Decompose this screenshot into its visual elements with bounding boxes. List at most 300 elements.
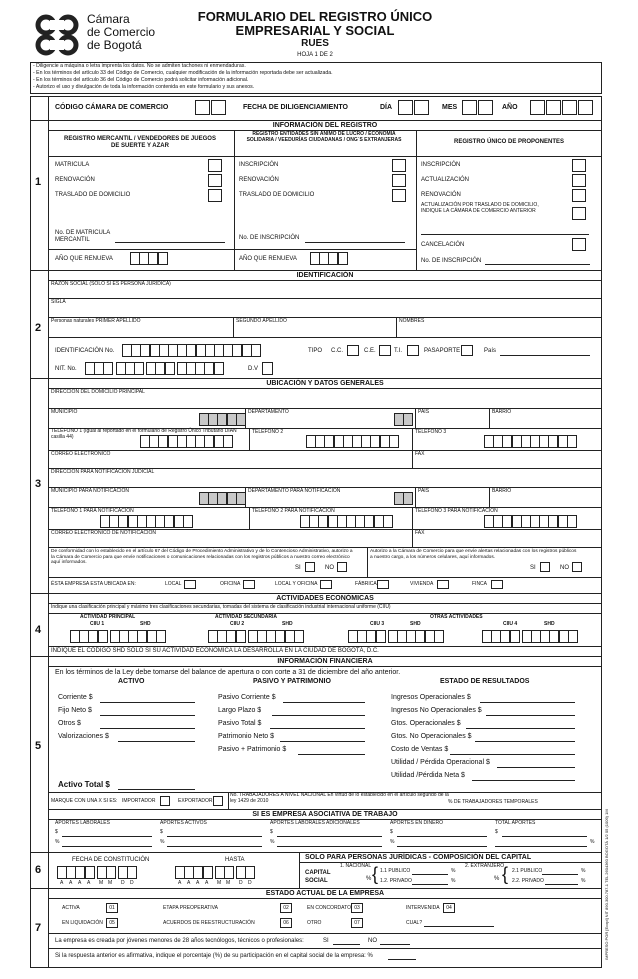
estado-preoperativa-box[interactable]: 02 bbox=[280, 903, 292, 913]
codigo-box[interactable] bbox=[211, 100, 226, 115]
telefono3-not-label: TELEFONO 3 PARA NOTIFICACION bbox=[415, 508, 498, 514]
estado-item-label: EN LIQUIDACIÓN bbox=[62, 920, 103, 926]
section-5-title: INFORMACIÓN FINANCIERA bbox=[277, 658, 373, 665]
camara-anterior-line bbox=[421, 234, 589, 235]
anio-label: AÑO bbox=[502, 104, 518, 111]
dollar-sign: $ bbox=[55, 829, 58, 835]
importador-checkbox[interactable] bbox=[160, 796, 170, 806]
divider bbox=[245, 487, 246, 507]
finca-label: FINCA bbox=[472, 581, 487, 587]
temporales-label: % DE TRABAJADORES TEMPORALES bbox=[448, 799, 538, 805]
matricula-checkbox[interactable] bbox=[208, 159, 222, 172]
si-label: SI bbox=[295, 565, 301, 571]
alert-si-checkbox[interactable] bbox=[540, 562, 550, 572]
inscripcion-checkbox[interactable] bbox=[392, 159, 406, 172]
hasta-label: HASTA bbox=[225, 857, 245, 863]
identificacion-boxes[interactable] bbox=[122, 344, 260, 357]
telefono2-label: TELÉFONO 2 bbox=[252, 429, 284, 435]
percent-sign: % bbox=[581, 878, 586, 884]
barrio-not-label: BARRIO bbox=[492, 488, 512, 494]
capital-line bbox=[542, 874, 578, 875]
autorizacion-notificaciones: De conformidad con lo establecido en el artículo 67 del Código de Procedimiento Administrativo y de lo Contencioso Administrativo, autorizo a la Cámara de Comercio para que envíe notificaciones o comunicaciones relacionadas con los registros públicos a nuestro correo electrónico aquí informados. bbox=[51, 549, 353, 566]
razon-social-label: RAZÓN SOCIAL (SOLO SI ES PERSONA JURÍDICA) bbox=[51, 281, 171, 287]
ce-label: C.E. bbox=[364, 348, 376, 354]
correo-label: CORREO ELECTRÓNICO bbox=[51, 451, 111, 457]
jovenes-question: La empresa es creada por jóvenes menores de 28 años tecnólogos, técnicos o profesionales: bbox=[55, 938, 304, 944]
aportes-laborales-label: APORTES LABORALES bbox=[55, 820, 110, 826]
asociativa-title: SI ES EMPRESA ASOCIATIVA DE TRABAJO bbox=[252, 811, 398, 818]
telefono1-not-label: TELEFONO 1 PARA NOTIFICACION bbox=[51, 508, 134, 514]
brand-name-1: Cámara bbox=[87, 12, 130, 26]
aporte-line bbox=[62, 836, 152, 837]
exportador-checkbox[interactable] bbox=[213, 796, 223, 806]
segundo-apellido-label: SEGUNDO APELLIDO bbox=[236, 318, 287, 324]
autorizacion-alertas: Autorizo a la Cámara de Comercio para que envíe alertas relacionadas con los registros públicos a nuestro cargo, a los números celulares, aquí informados. bbox=[370, 549, 577, 560]
percent-sign: % bbox=[494, 876, 500, 882]
telefono2-boxes[interactable] bbox=[306, 435, 398, 448]
estado-intervenida-box[interactable]: 04 bbox=[443, 903, 455, 913]
divider bbox=[48, 933, 602, 934]
dollar-sign: $ bbox=[495, 829, 498, 835]
rup-traslado-checkbox[interactable] bbox=[572, 207, 586, 220]
jovenes-si-line bbox=[333, 944, 360, 945]
estado-item: Utilidad /Pérdida Neta $ bbox=[391, 772, 465, 779]
divider bbox=[415, 487, 416, 507]
cc-checkbox[interactable] bbox=[347, 345, 359, 356]
rup-num-label: No. DE INSCRIPCIÓN bbox=[421, 258, 482, 264]
activo-item: Valorizaciones $ bbox=[58, 733, 109, 740]
date-format-letter: D bbox=[130, 880, 134, 886]
direccion-label: DIRECCIÓN DEL DOMICILIO PRINCIPAL bbox=[51, 389, 145, 395]
ce-checkbox[interactable] bbox=[379, 345, 391, 356]
nit-label: NIT. No. bbox=[55, 366, 77, 372]
telefono3-not-boxes[interactable] bbox=[484, 515, 576, 528]
aporte-line bbox=[167, 836, 262, 837]
telefono3-boxes[interactable] bbox=[484, 435, 576, 448]
codigo-label: CÓDIGO CÁMARA DE COMERCIO bbox=[55, 104, 169, 111]
anio-box[interactable] bbox=[530, 100, 545, 115]
ciiu4-label: CIIU 4 bbox=[503, 621, 518, 627]
oficina-checkbox[interactable] bbox=[243, 580, 255, 589]
local-oficina-label: LOCAL Y OFICINA bbox=[275, 581, 318, 587]
dollar-sign: $ bbox=[160, 829, 163, 835]
activo-item: Otros $ bbox=[58, 720, 81, 727]
pasivo-item: Pasivo + Patrimonio $ bbox=[218, 746, 287, 753]
traslado-checkbox[interactable] bbox=[208, 189, 222, 202]
correo-not-label: CORREO ELECTRONICO DE NOTIFICACION bbox=[51, 530, 157, 536]
telefono1-not-boxes[interactable] bbox=[100, 515, 192, 528]
local-label: LOCAL bbox=[165, 581, 182, 587]
brace: { bbox=[372, 864, 379, 884]
divider bbox=[30, 852, 602, 853]
alert-no-checkbox[interactable] bbox=[572, 562, 582, 572]
fabrica-checkbox[interactable] bbox=[377, 580, 389, 589]
pasaporte-checkbox[interactable] bbox=[461, 345, 473, 356]
estado-line bbox=[466, 728, 575, 729]
pasivo-line bbox=[280, 741, 365, 742]
estado-item-label: ACUERDOS DE REESTRUCTURACIÓN bbox=[163, 920, 255, 926]
brace: { bbox=[502, 864, 509, 884]
divider bbox=[48, 408, 602, 409]
aportes-adicionales-label: APORTES LABORALES ADICIONALES bbox=[270, 820, 360, 826]
estado-item: Ingresos Operacionales $ bbox=[391, 694, 471, 701]
total-aportes-label: TOTAL APORTES bbox=[495, 820, 536, 826]
ti-label: T.I. bbox=[394, 348, 403, 354]
aportes-dinero-label: APORTES EN DINERO bbox=[390, 820, 443, 826]
pais-line bbox=[500, 355, 590, 356]
renueva-boxes-2[interactable] bbox=[310, 252, 347, 265]
rup-cancelacion-checkbox[interactable] bbox=[572, 238, 586, 251]
date-format-letter: M bbox=[217, 880, 222, 886]
fecha-label: FECHA DE DILIGENCIAMIENTO bbox=[243, 104, 349, 111]
nombres-label: NOMBRES bbox=[399, 318, 425, 324]
estado-line bbox=[450, 754, 575, 755]
divider bbox=[489, 487, 490, 507]
instruction-line: - Autorizo el uso y divulgación de toda la información contenida en este formulario y sus anexos. bbox=[33, 84, 255, 90]
date-format-letter: M bbox=[226, 880, 231, 886]
shd-label: SHD bbox=[544, 621, 555, 627]
pasivo-line bbox=[272, 715, 365, 716]
date-format-letter: A bbox=[87, 880, 91, 886]
estado-otro-box[interactable]: 07 bbox=[351, 918, 363, 928]
divider bbox=[30, 888, 602, 889]
pasivo-line bbox=[283, 702, 365, 703]
actividad-principal-label: ACTIVIDAD PRINCIPAL bbox=[80, 614, 136, 620]
oficina-label: OFICINA bbox=[220, 581, 241, 587]
municipio-code-boxes[interactable] bbox=[199, 413, 245, 426]
divider bbox=[412, 529, 413, 547]
estado-item: Ingresos No Operacionales $ bbox=[391, 707, 482, 714]
divider bbox=[30, 120, 602, 121]
rup-renovacion-checkbox[interactable] bbox=[572, 189, 586, 202]
col2-item: INSCRIPCIÓN bbox=[239, 162, 279, 168]
constitucion-date-boxes[interactable] bbox=[57, 866, 137, 879]
divider bbox=[30, 270, 602, 271]
inscripcion-num-label: No. DE INSCRIPCIÓN bbox=[239, 235, 300, 241]
pasaporte-label: PASAPORTE bbox=[424, 348, 461, 354]
date-format-letter: A bbox=[69, 880, 73, 886]
divider bbox=[416, 130, 417, 270]
estado-item-label: OTRO bbox=[307, 920, 322, 926]
divider bbox=[249, 507, 250, 529]
ciiu2-boxes[interactable] bbox=[208, 630, 303, 643]
instruction-line: - En los términos del artículo 36 del Código de Comercio podrá solicitar información adicional. bbox=[33, 77, 249, 83]
divider bbox=[412, 507, 413, 529]
date-format-letter: A bbox=[178, 880, 182, 886]
activo-line bbox=[118, 741, 195, 742]
renueva-boxes[interactable] bbox=[130, 252, 167, 265]
dia-box[interactable] bbox=[398, 100, 413, 115]
activo-line bbox=[100, 702, 195, 703]
activo-header: ACTIVO bbox=[118, 678, 145, 685]
renovacion-esal-checkbox[interactable] bbox=[392, 174, 406, 187]
divider bbox=[245, 408, 246, 428]
pasivo-item: Patrimonio Neto $ bbox=[218, 733, 275, 740]
date-format-letter: D bbox=[248, 880, 252, 886]
rup-num-line bbox=[485, 264, 590, 265]
divider bbox=[489, 408, 490, 428]
percent-sign: % bbox=[451, 868, 456, 874]
divider bbox=[48, 948, 602, 949]
section-2-number: 2 bbox=[35, 322, 42, 334]
col1-item: MATRICULA bbox=[55, 162, 90, 168]
section-7-number: 7 bbox=[35, 922, 42, 934]
hasta-date-boxes[interactable] bbox=[175, 866, 255, 879]
aporte-line bbox=[277, 846, 382, 847]
section-1-title: INFORMACIÓN DEL REGISTRO bbox=[272, 122, 378, 129]
privado2-label: 2.2. PRIVADO bbox=[512, 878, 544, 884]
marque-label: MARQUE CON UNA X SI ES: bbox=[51, 798, 118, 804]
ciiu1-label: CIIU 1 bbox=[90, 621, 105, 627]
jovenes-no-label: NO bbox=[368, 938, 377, 944]
fabrica-label: FÁBRICA bbox=[355, 581, 377, 587]
divider bbox=[30, 656, 602, 657]
local-oficina-checkbox[interactable] bbox=[320, 580, 332, 589]
dia-box[interactable] bbox=[414, 100, 429, 115]
divider bbox=[412, 450, 413, 468]
col2-item: TRASLADO DE DOMICILIO bbox=[239, 192, 315, 198]
date-format-letter: A bbox=[196, 880, 200, 886]
col3-item: ACTUALIZACIÓN bbox=[421, 177, 470, 183]
telefono1-boxes[interactable] bbox=[140, 435, 232, 448]
pasivo-item: Pasivo Total $ bbox=[218, 720, 262, 727]
renueva-label: AÑO QUE RENUEVA bbox=[55, 256, 113, 262]
otras-actividades-label: OTRAS ACTIVIDADES bbox=[430, 614, 483, 620]
date-format-letter: M bbox=[108, 880, 113, 886]
extranjero-label: 2. EXTRANJERO bbox=[465, 863, 505, 869]
estado-concordato-box[interactable]: 03 bbox=[351, 903, 363, 913]
estado-reestructuracion-box[interactable]: 06 bbox=[280, 918, 292, 928]
section-5-number: 5 bbox=[35, 740, 42, 752]
activo-line bbox=[100, 715, 195, 716]
date-format-letter: A bbox=[78, 880, 82, 886]
nacional-label: 1. NACIONAL bbox=[340, 863, 372, 869]
jovenes-no-line bbox=[380, 944, 410, 945]
renovacion-checkbox[interactable] bbox=[208, 174, 222, 187]
departamento-label: DEPARTAMENTO bbox=[248, 409, 289, 415]
porcentaje-question: Si la respuesta anterior es afirmativa, indique el porcentaje (%) de su participación en el capital social de la empresa: % bbox=[55, 953, 373, 959]
actividad-secundaria-label: ACTIVIDAD SECUNDARIA bbox=[215, 614, 277, 620]
ciiu3-label: CIIU 3 bbox=[370, 621, 385, 627]
pais-label: País bbox=[484, 348, 497, 354]
estado-header: ESTADO DE RESULTADOS bbox=[440, 678, 530, 685]
porcentaje-line bbox=[388, 959, 416, 960]
aporte-line bbox=[502, 836, 587, 837]
departamento-not-code-boxes[interactable] bbox=[394, 492, 412, 505]
divider bbox=[48, 577, 602, 578]
vivienda-label: VIVIENDA bbox=[410, 581, 434, 587]
indique-ciiu: Indique una clasificación principal y máximo tres clasificaciones secundarias, tomadas del sistema de clasificación industrial internacional uniforme (CIIU) bbox=[51, 604, 391, 610]
col3-header: REGISTRO ÚNICO DE PROPONENTES bbox=[453, 139, 564, 145]
direccion-notificacion-label: DIRECCIÓN PARA NOTIFICACIÓN JUDICIAL bbox=[51, 469, 155, 475]
pasivo-line bbox=[270, 728, 365, 729]
estado-item: Costo de Ventas $ bbox=[391, 746, 449, 753]
estado-item-label: INTERVENIDA bbox=[406, 905, 440, 911]
date-format-letter: D bbox=[239, 880, 243, 886]
estado-line bbox=[475, 741, 575, 742]
instruction-line: - En los términos del artículo 33 del Código de Comercio, cualquier modificación de la información reportada debe ser actualizada. bbox=[33, 70, 333, 76]
estado-item-label: CUAL? bbox=[406, 920, 423, 926]
section-6-number: 6 bbox=[35, 864, 42, 876]
divider bbox=[367, 547, 368, 577]
barrio-label: BARRIO bbox=[492, 409, 512, 415]
ciiu2-label: CIIU 2 bbox=[230, 621, 245, 627]
ciiu3-boxes[interactable] bbox=[348, 630, 443, 643]
capital-label: CAPITAL bbox=[305, 870, 331, 876]
mes-box[interactable] bbox=[462, 100, 477, 115]
aportes-activos-label: APORTES ACTIVOS bbox=[160, 820, 207, 826]
divider bbox=[48, 898, 602, 899]
cual-line bbox=[424, 926, 494, 927]
activo-total-label: Activo Total $ bbox=[58, 780, 110, 789]
date-format-letter: A bbox=[187, 880, 191, 886]
local-checkbox[interactable] bbox=[184, 580, 196, 589]
divider bbox=[48, 666, 602, 667]
publico2-label: 2.1 PUBLICO bbox=[512, 868, 543, 874]
municipio-not-code-boxes[interactable] bbox=[199, 492, 245, 505]
section-7-title: ESTADO ACTUAL DE LA EMPRESA bbox=[265, 890, 385, 897]
col3-item: INSCRIPCIÓN bbox=[421, 162, 461, 168]
rup-inscripcion-checkbox[interactable] bbox=[572, 159, 586, 172]
anio-box[interactable] bbox=[562, 100, 577, 115]
aporte-line bbox=[62, 846, 152, 847]
dia-label: DÍA bbox=[380, 104, 393, 111]
divider bbox=[48, 337, 602, 338]
estado-item: Gtos. Operacionales $ bbox=[391, 720, 461, 727]
anio-box[interactable] bbox=[578, 100, 593, 115]
estado-liquidacion-box[interactable]: 05 bbox=[106, 918, 118, 928]
pct-sign: % bbox=[390, 839, 395, 845]
no-label: NO bbox=[560, 565, 569, 571]
col2-item: RENOVACIÓN bbox=[239, 177, 279, 183]
activo-item: Corriente $ bbox=[58, 694, 93, 701]
capital-line bbox=[412, 874, 448, 875]
activo-total-line bbox=[118, 789, 195, 790]
matricula-num-label: No. DE MATRICULA MERCANTIL bbox=[55, 230, 110, 243]
section-4-title: ACTIVIDADES ECONÓMICAS bbox=[276, 595, 374, 602]
importador-label: IMPORTADOR bbox=[122, 798, 156, 804]
ti-checkbox[interactable] bbox=[407, 345, 419, 356]
estado-item-label: ETAPA PREOPERATIVA bbox=[163, 905, 218, 911]
section-3-number: 3 bbox=[35, 478, 42, 490]
pasivo-header: PASIVO Y PATRIMONIO bbox=[253, 678, 331, 685]
capital-line bbox=[412, 884, 448, 885]
brand-name-2: de Comercio bbox=[87, 25, 156, 39]
aporte-line bbox=[495, 846, 587, 847]
vivienda-checkbox[interactable] bbox=[437, 580, 449, 589]
estado-activa-box[interactable]: 01 bbox=[106, 903, 118, 913]
telefono2-not-boxes[interactable] bbox=[300, 515, 392, 528]
ciiu1-boxes[interactable] bbox=[70, 630, 165, 643]
finca-checkbox[interactable] bbox=[491, 580, 503, 589]
cancelacion-label: CANCELACIÓN bbox=[421, 242, 465, 248]
divider bbox=[30, 593, 602, 594]
activo-item: Fijo Neto $ bbox=[58, 707, 92, 714]
date-format-letter: A bbox=[60, 880, 64, 886]
municipio-label: MUNICIPIO bbox=[51, 409, 78, 415]
anio-box[interactable] bbox=[546, 100, 561, 115]
estado-item-label: ACTIVA bbox=[62, 905, 80, 911]
sigla-label: SIGLA bbox=[51, 299, 66, 305]
pct-sign: % bbox=[270, 839, 275, 845]
rup-actualizacion-checkbox[interactable] bbox=[572, 174, 586, 187]
estado-line bbox=[480, 702, 575, 703]
cc-label: C.C. bbox=[331, 348, 343, 354]
col1-header: REGISTRO MERCANTIL / VENDEDORES DE JUEGOS DE SUERTE Y AZAR bbox=[64, 136, 216, 149]
divider bbox=[415, 408, 416, 428]
notif-no-checkbox[interactable] bbox=[337, 562, 347, 572]
date-format-letter: A bbox=[205, 880, 209, 886]
divider bbox=[48, 156, 602, 157]
shd-label: SHD bbox=[140, 621, 151, 627]
juridicas-title: SOLO PARA PERSONAS JURÍDICAS - COMPOSICIÓN DEL CAPITAL bbox=[305, 854, 532, 861]
ciiu4-boxes[interactable] bbox=[482, 630, 577, 643]
col3-item: RENOVACIÓN bbox=[421, 192, 461, 198]
fax-not-label: FAX bbox=[415, 530, 425, 536]
divider bbox=[249, 428, 250, 450]
mes-box[interactable] bbox=[478, 100, 493, 115]
traslado-esal-checkbox[interactable] bbox=[392, 189, 406, 202]
logo bbox=[33, 14, 83, 56]
matricula-num-line bbox=[115, 242, 225, 243]
identificacion-label: IDENTIFICACIÓN No. bbox=[55, 348, 115, 354]
codigo-box[interactable] bbox=[195, 100, 210, 115]
estado-line bbox=[472, 780, 575, 781]
pasivo-item: Pasivo Corriente $ bbox=[218, 694, 276, 701]
mes-label: MES bbox=[442, 104, 458, 111]
privado1-label: 1.2. PRIVADO bbox=[380, 878, 412, 884]
divider bbox=[48, 809, 602, 810]
percent-sign: % bbox=[581, 868, 586, 874]
nit-boxes[interactable] bbox=[85, 362, 223, 375]
shd-label: SHD bbox=[410, 621, 421, 627]
estado-item: Utilidad / Pérdida Operacional $ bbox=[391, 759, 490, 766]
inscripcion-num-line bbox=[305, 242, 405, 243]
divider bbox=[48, 249, 416, 250]
section-1-number: 1 bbox=[35, 176, 42, 188]
departamento-code-boxes[interactable] bbox=[394, 413, 412, 426]
estado-line bbox=[497, 767, 575, 768]
social-label: SOCIAL bbox=[305, 878, 328, 884]
exportador-label: EXPORTADOR bbox=[178, 798, 213, 804]
municipio-notificacion-label: MUNICIPIO PARA NOTIFICACIÓN bbox=[51, 488, 129, 494]
notif-si-checkbox[interactable] bbox=[305, 562, 315, 572]
capital-line bbox=[545, 884, 578, 885]
si-label: SI bbox=[530, 565, 536, 571]
form-title-2: EMPRESARIAL Y SOCIAL bbox=[235, 23, 395, 38]
pct-sign: % bbox=[160, 839, 165, 845]
dollar-sign: $ bbox=[390, 829, 393, 835]
financiera-intro: En los términos de la Ley debe tomarse del balance de apertura o con corte a 31 de diciembre del año anterior. bbox=[55, 669, 401, 676]
printer-imprint: IMPRESO POR [Ecopi] NIT 890.300.787-1 TEL 2604360 BOGOTÁ 1/2 05 (1009) 1M bbox=[604, 809, 609, 960]
primer-apellido-label: Personas naturales PRIMER APELLIDO bbox=[51, 318, 141, 324]
telefono2-not-label: TELEFONO 2 PARA NOTIFICACION bbox=[252, 508, 335, 514]
section-4-number: 4 bbox=[35, 624, 42, 636]
telefono3-label: TELÉFONO 3 bbox=[415, 429, 447, 435]
tipo-label: TIPO bbox=[308, 348, 323, 354]
divider bbox=[233, 317, 234, 337]
dv-label: D.V bbox=[248, 366, 259, 372]
dv-box[interactable] bbox=[262, 362, 273, 375]
divider bbox=[48, 298, 602, 299]
pct-sign: % bbox=[55, 839, 60, 845]
ubicada-label: ÉSTA EMPRESA ESTA UBICADA EN: bbox=[51, 581, 136, 587]
estado-item-label: EN CONCORDATO bbox=[307, 905, 351, 911]
no-label: NO bbox=[325, 565, 334, 571]
percent-sign: % bbox=[451, 878, 456, 884]
divider bbox=[299, 852, 300, 888]
activo-line bbox=[100, 728, 195, 729]
